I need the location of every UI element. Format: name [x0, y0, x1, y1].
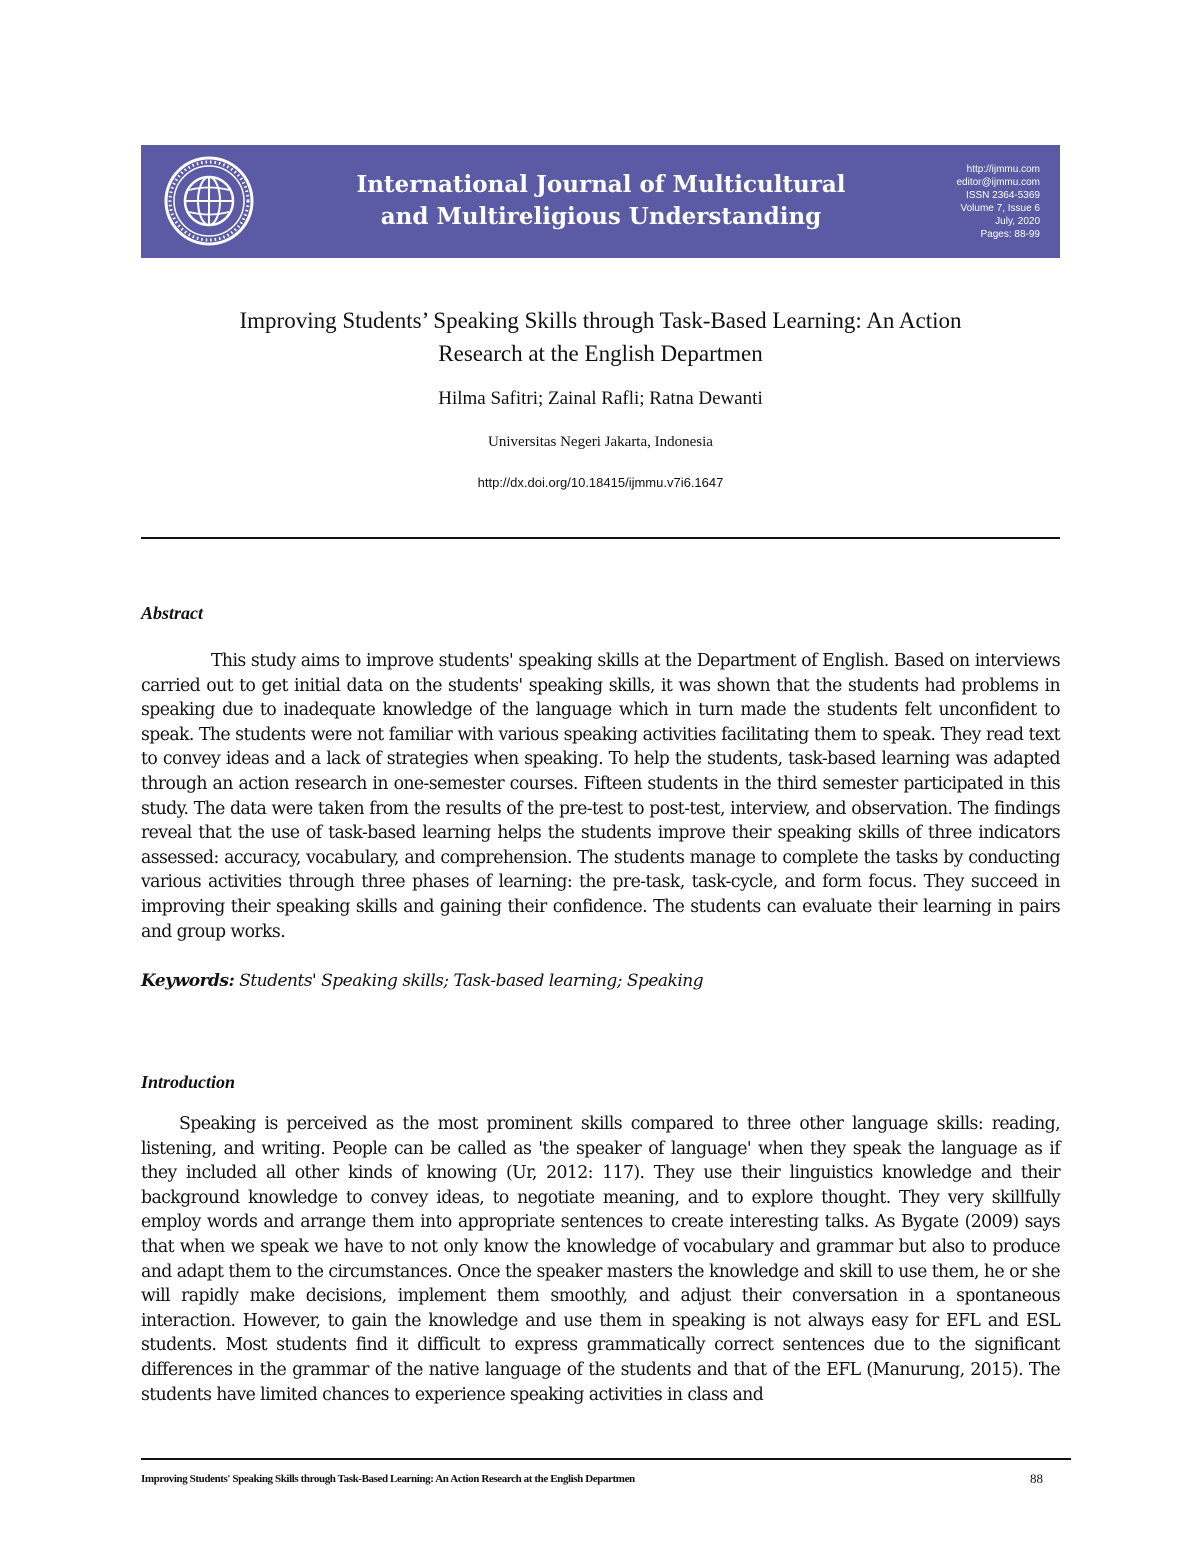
- journal-title-line1: International Journal of Multicultural: [356, 171, 846, 198]
- affiliation: Universitas Negeri Jakarta, Indonesia: [488, 434, 713, 450]
- abstract-heading: Abstract: [141, 603, 204, 623]
- footer-running-title: Improving Students' Speaking Skills through Task-Based Learning: An Action Research at the English Departmen: [141, 1473, 635, 1485]
- keywords-list: Students' Speaking skills; Task-based learning; Speaking: [239, 971, 704, 991]
- journal-meta: [910, 163, 1040, 241]
- introduction-text: Speaking is perceived as the most prominent skills compared to three other language skills: reading, listening, and writing. People can be called as 'the speaker of language' when they speak the language as if they included all other kinds of knowing (Ur, 2012: 117). They use their linguistics knowledge and their background knowledge to convey ideas, to negotiate meaning, and to explore thought. They very skillfully employ words and arrange them into appropriate sentences to create interesting talks. As Bygate (2009) says that when we speak we have to not only know the knowledge of vocabulary and grammar but also to produce and adapt them to the circumstances. Once the speaker masters the knowledge and skill to use them, he or she will rapidly make decisions, implement them smoothly, and adjust their conversation in a spontaneous interaction. However, to gain the knowledge and use them in speaking is not always easy for EFL and ESL students. Most students find it difficult to express grammatically correct sentences due to the significant differences in the grammar of the native language of the students and that of the EFL (Manurung, 2015). The students have limited chances to experience speaking activities in class and: [141, 1114, 1060, 1405]
- journal-pages: Pages: 88-99: [980, 229, 1040, 240]
- page-number: 88: [1030, 1471, 1043, 1486]
- globe-seal-icon: [163, 155, 255, 247]
- journal-banner: [141, 145, 1060, 258]
- journal-volume: Volume 7, Issue 6: [960, 203, 1040, 214]
- paper-title-line2: Research at the English Departmen: [438, 341, 763, 366]
- journal-title-line2: and Multireligious Understanding: [380, 203, 822, 230]
- keywords-label: Keywords:: [141, 971, 235, 991]
- abstract-text: This study aims to improve students' speaking skills at the Department of English. Based on interviews carried out to get initial data on the students' speaking skills, it was shown that the students had problems in speaking due to inadequate knowledge of the language which in turn made the students felt unconfident to speak. The students were not familiar with various speaking activities facilitating them to speak. They read text to convey ideas and a lack of strategies when speaking. To help the students, task-based learning was adapted through an action research in one-semester courses. Fifteen students in the third semester participated in this study. The data were taken from the results of the pre-test to post-test, interview, and observation. The findings reveal that the use of task-based learning helps the students improve their speaking skills of three indicators assessed: accuracy, vocabulary, and comprehension. The students manage to complete the tasks by conducting various activities through three phases of learning: the pre-task, task-cycle, and form focus. They succeed in improving their speaking skills and gaining their confidence. The students can evaluate their learning in pairs and group works.: [141, 651, 1060, 942]
- paper-title: [141, 304, 1060, 370]
- journal-date: July, 2020: [995, 216, 1040, 227]
- footer-divider: [141, 1458, 1071, 1460]
- doi-link[interactable]: http://dx.doi.org/10.18415/ijmmu.v7i6.1647: [477, 475, 724, 490]
- paper-title-line1: Improving Students’ Speaking Skills through Task-Based Learning: An Action: [239, 308, 962, 333]
- keywords: [141, 971, 1060, 991]
- journal-url[interactable]: http://ijmmu.com: [966, 164, 1040, 175]
- header-divider: [141, 537, 1060, 539]
- journal-email[interactable]: editor@ijmmu.com: [956, 177, 1040, 188]
- authors: Hilma Safitri; Zainal Rafli; Ratna Dewanti: [438, 388, 763, 409]
- journal-issn: ISSN 2364-5369: [966, 190, 1040, 201]
- journal-title: [331, 169, 871, 233]
- introduction-heading: Introduction: [141, 1072, 236, 1092]
